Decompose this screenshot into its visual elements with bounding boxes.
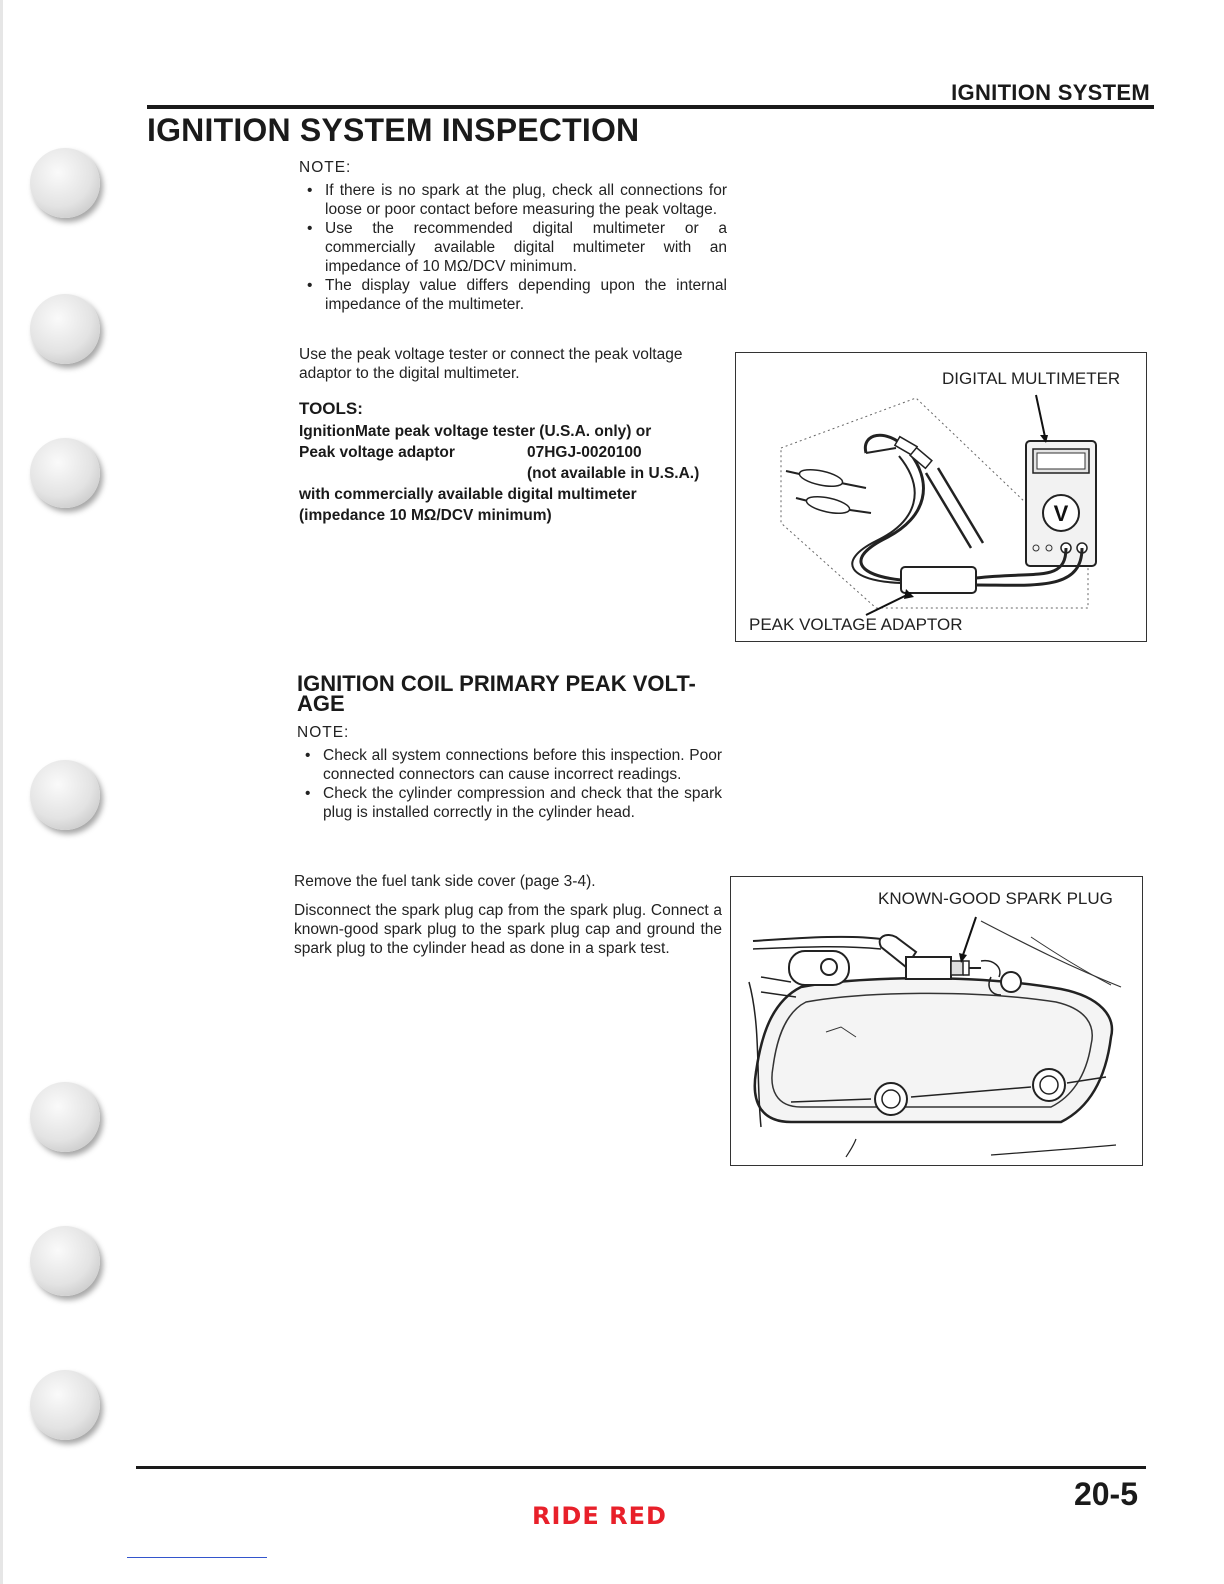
tool-item: IgnitionMate peak voltage tester (U.S.A. only) or (299, 423, 652, 440)
tool-availability: (not available in U.S.A.) (527, 465, 700, 482)
binder-hole (30, 148, 100, 218)
top-rule (147, 105, 1154, 109)
binder-hole (30, 1082, 100, 1152)
section-header: IGNITION SYSTEM (951, 80, 1150, 105)
note-list (297, 746, 722, 822)
tool-note: (impedance 10 MΩ/DCV minimum) (299, 507, 552, 524)
subheading-line: IGNITION COIL PRIMARY PEAK VOLT- (297, 671, 696, 696)
figure-multimeter (735, 352, 1147, 642)
instruction-text: Use the peak voltage tester or connect the peak voltage adaptor to the digital multimeter. (299, 346, 683, 382)
note-item: • Use the recommended digital multimeter or a commercially available digital multimeter with an impedance of 10 MΩ/DCV minimum. (299, 219, 727, 276)
note-label: NOTE: (297, 724, 350, 741)
note-item: • The display value differs depending upon the internal impedance of the multimeter. (299, 276, 727, 314)
label-peak-voltage-adaptor: PEAK VOLTAGE ADAPTOR (749, 615, 963, 634)
binder-hole (30, 294, 100, 364)
tool-part-number: 07HGJ-0020100 (527, 444, 642, 461)
tool-row (299, 442, 724, 463)
figure-spark-plug (730, 876, 1143, 1166)
multimeter-illustration (736, 353, 1146, 641)
note-item: • Check the cylinder compression and check that the spark plug is installed correctly in the cylinder head. (297, 784, 722, 822)
tools-block (299, 398, 724, 526)
tool-item: with commercially available digital multimeter (299, 486, 637, 503)
tools-label: TOOLS: (299, 399, 363, 418)
binder-hole (30, 1226, 100, 1296)
section-subheading (297, 671, 727, 716)
note-item: • If there is no spark at the plug, check all connections for loose or poor contact before measuring the peak voltage. (299, 181, 727, 219)
meter-symbol: V (1053, 501, 1069, 526)
note-list (299, 181, 727, 314)
tool-name: Peak voltage adaptor (299, 444, 455, 461)
note-item: • Check all system connections before this inspection. Poor connected connectors can cause incorrect readings. (297, 746, 722, 784)
spark-plug-illustration (731, 877, 1142, 1165)
inspection-notes (299, 158, 727, 314)
step-connect-plug: Disconnect the spark plug cap from the spark plug. Connect a known-good spark plug to the spark plug cap and ground the spark plug to the cylinder head as done in a spark test. (294, 902, 722, 957)
coil-notes (297, 723, 722, 822)
brand-logo: RIDE RED (532, 1502, 667, 1530)
label-digital-multimeter: DIGITAL MULTIMETER (942, 369, 1121, 388)
page-title: IGNITION SYSTEM INSPECTION (147, 112, 640, 148)
binder-hole (30, 760, 100, 830)
page-edge (0, 0, 3, 1584)
footer-link-line (127, 1557, 267, 1558)
binder-hole (30, 1370, 100, 1440)
note-label: NOTE: (299, 159, 352, 176)
subheading-line: AGE (297, 691, 345, 716)
label-known-good-spark-plug: KNOWN-GOOD SPARK PLUG (878, 889, 1113, 908)
step-remove-cover: Remove the fuel tank side cover (page 3-4). (294, 873, 596, 890)
page-number: 20-5 (1073, 1476, 1138, 1512)
bottom-rule (136, 1466, 1146, 1469)
binder-hole (30, 438, 100, 508)
